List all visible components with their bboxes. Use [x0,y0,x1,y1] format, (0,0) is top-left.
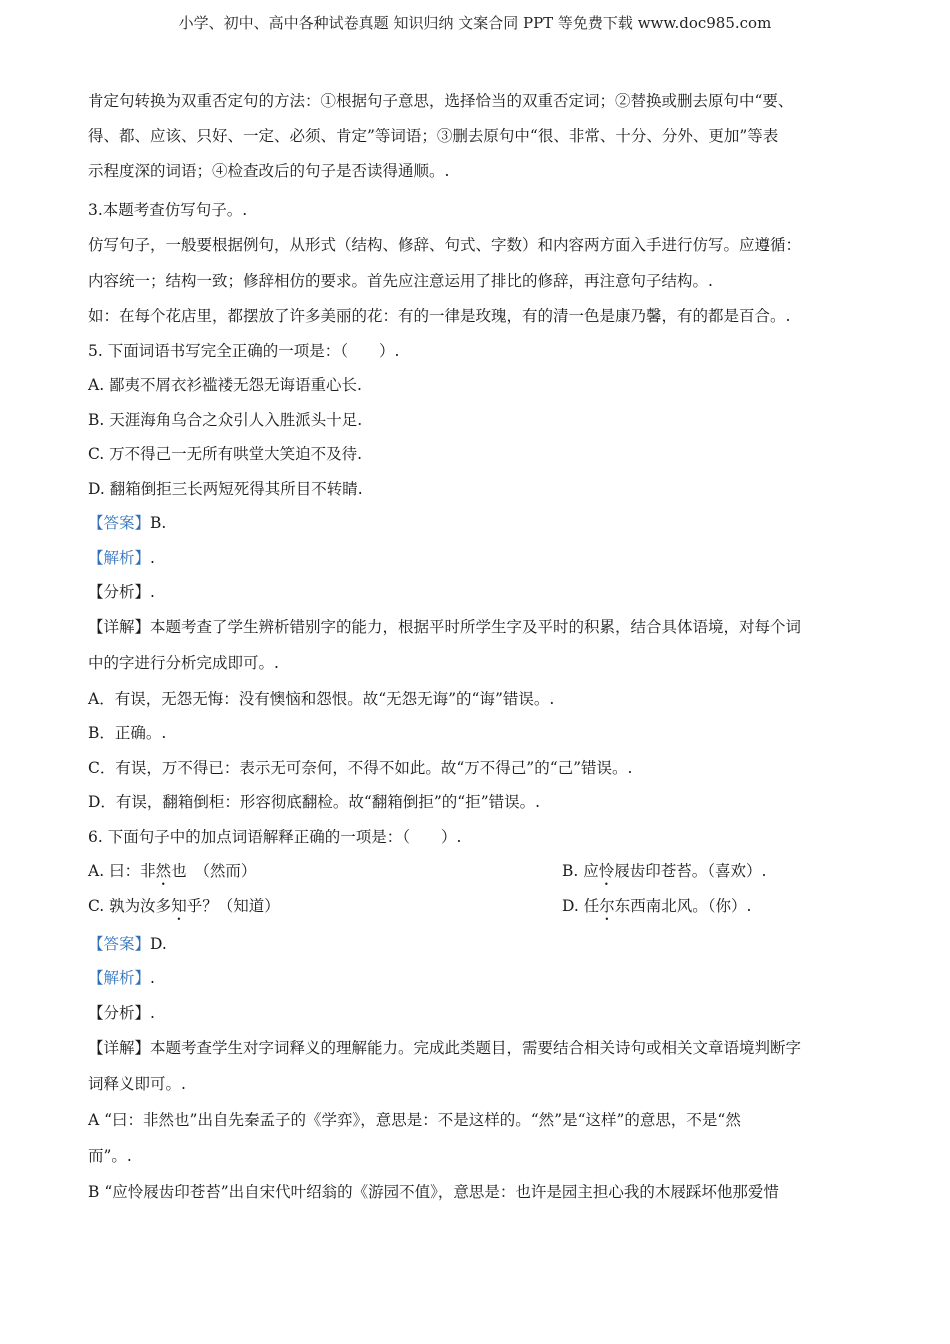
q5-option-b: B. 天涯海角乌合之众引人入胜派头十足. [88,411,363,429]
q6-detail-line-1 [88,1031,868,1066]
q6-explanation-a-line-2: 而”。. [88,1147,132,1165]
q3-line-3: 如：在每个花店里，都摆放了许多美丽的花：有的一律是玫瑰，有的清一色是康乃馨，有的都是百合。. [88,307,791,325]
q5-explanation-b: B．正确。. [88,724,167,742]
q3-title: 3.本题考查仿写句子。. [88,201,248,219]
analysis-value: . [150,969,155,987]
q6-option-b: B. 应怜屐齿印苍苔。（喜欢）. [562,862,767,880]
q5-option-c: C. 万不得己一无所有哄堂大笑迫不及待. [88,445,363,463]
q6-explanation-a-line-1: A “曰：非然也”出自先秦孟子的《学弈》，意思是：不是这样的。“然”是“这样”的意思，不是“然 [88,1111,741,1129]
q6-option-d: D. 任尔东西南北风。（你）. [562,897,752,915]
q5-option-a: A. 鄙夷不屑衣衫褴褛无怨无诲语重心长. [88,376,362,394]
q5-answer [88,506,868,541]
analysis-tag: 【解析】 [88,969,151,987]
q6-analysis [88,961,868,996]
q5-explanation-d: D．有误，翻箱倒柜：形容彻底翻检。故“翻箱倒拒”的“拒”错误。. [88,793,541,811]
q5-detail-line-1 [88,610,868,645]
q3-line-1: 仿写句子，一般要根据例句，从形式（结构、修辞、句式、字数）和内容两方面入手进行仿写。应遵循： [88,236,802,254]
q6-fenxi: 【分析】. [88,1004,155,1022]
answer-value: D. [150,935,167,953]
q6-options-row-2 [88,889,868,924]
detail-text: 本题考查学生对字词释义的理解能力。完成此类题目，需要结合相关诗句或相关文章语境判断字 [150,1039,802,1057]
q6-explanation-b-line-1: B “应怜屐齿印苍苔”出自宋代叶绍翁的《游园不值》，意思是：也许是园主担心我的木屐踩坏他那爱惜 [88,1183,779,1201]
answer-tag: 【答案】 [88,514,151,532]
q6-stem: 6. 下面句子中的加点词语解释正确的一项是：（ ）. [88,828,462,846]
q6-answer [88,927,868,962]
detail-tag: 【详解】 [88,618,151,636]
detail-text: 本题考查了学生辨析错别字的能力，根据平时所学生字及平时的积累，结合具体语境，对每个词 [150,618,802,636]
q6-option-a: A. 曰：非然也 （然而） [88,862,257,880]
analysis-tag: 【解析】 [88,549,151,567]
q6-option-c: C. 孰为汝多知乎？（知道） [88,897,280,915]
method-line-1: 肯定句转换为双重否定句的方法：①根据句子意思，选择恰当的双重否定词；②替换或删去原句中“要、 [88,92,794,110]
q5-fenxi: 【分析】. [88,583,155,601]
analysis-value: . [150,549,155,567]
method-line-2: 得、都、应该、只好、一定、必须、肯定”等词语；③删去原句中“很、非常、十分、分外、更加”等表 [88,127,779,145]
q5-explanation-c: C．有误，万不得已：表示无可奈何，不得不如此。故“万不得己”的“己”错误。. [88,759,633,777]
answer-tag: 【答案】 [88,935,151,953]
q5-stem: 5. 下面词语书写完全正确的一项是：（ ）. [88,342,400,360]
answer-value: B. [150,514,167,532]
page-header: 小学、初中、高中各种试卷真题 知识归纳 文案合同 PPT 等免费下载 www.doc985.com [178,14,772,32]
q5-option-d: D. 翻箱倒拒三长两短死得其所目不转睛. [88,480,363,498]
q5-analysis [88,541,868,576]
q3-line-2: 内容统一；结构一致；修辞相仿的要求。首先应注意运用了排比的修辞，再注意句子结构。. [88,272,713,290]
q6-detail-line-2: 词释义即可。. [88,1075,186,1093]
detail-tag: 【详解】 [88,1039,151,1057]
method-line-3: 示程度深的词语；④检查改后的句子是否读得通顺。. [88,162,450,180]
q5-explanation-a: A．有误，无怨无悔：没有懊恼和怨恨。故“无怨无诲”的“诲”错误。. [88,690,555,708]
q5-detail-line-2: 中的字进行分析完成即可。. [88,654,279,672]
q6-options-row-1 [88,854,868,889]
